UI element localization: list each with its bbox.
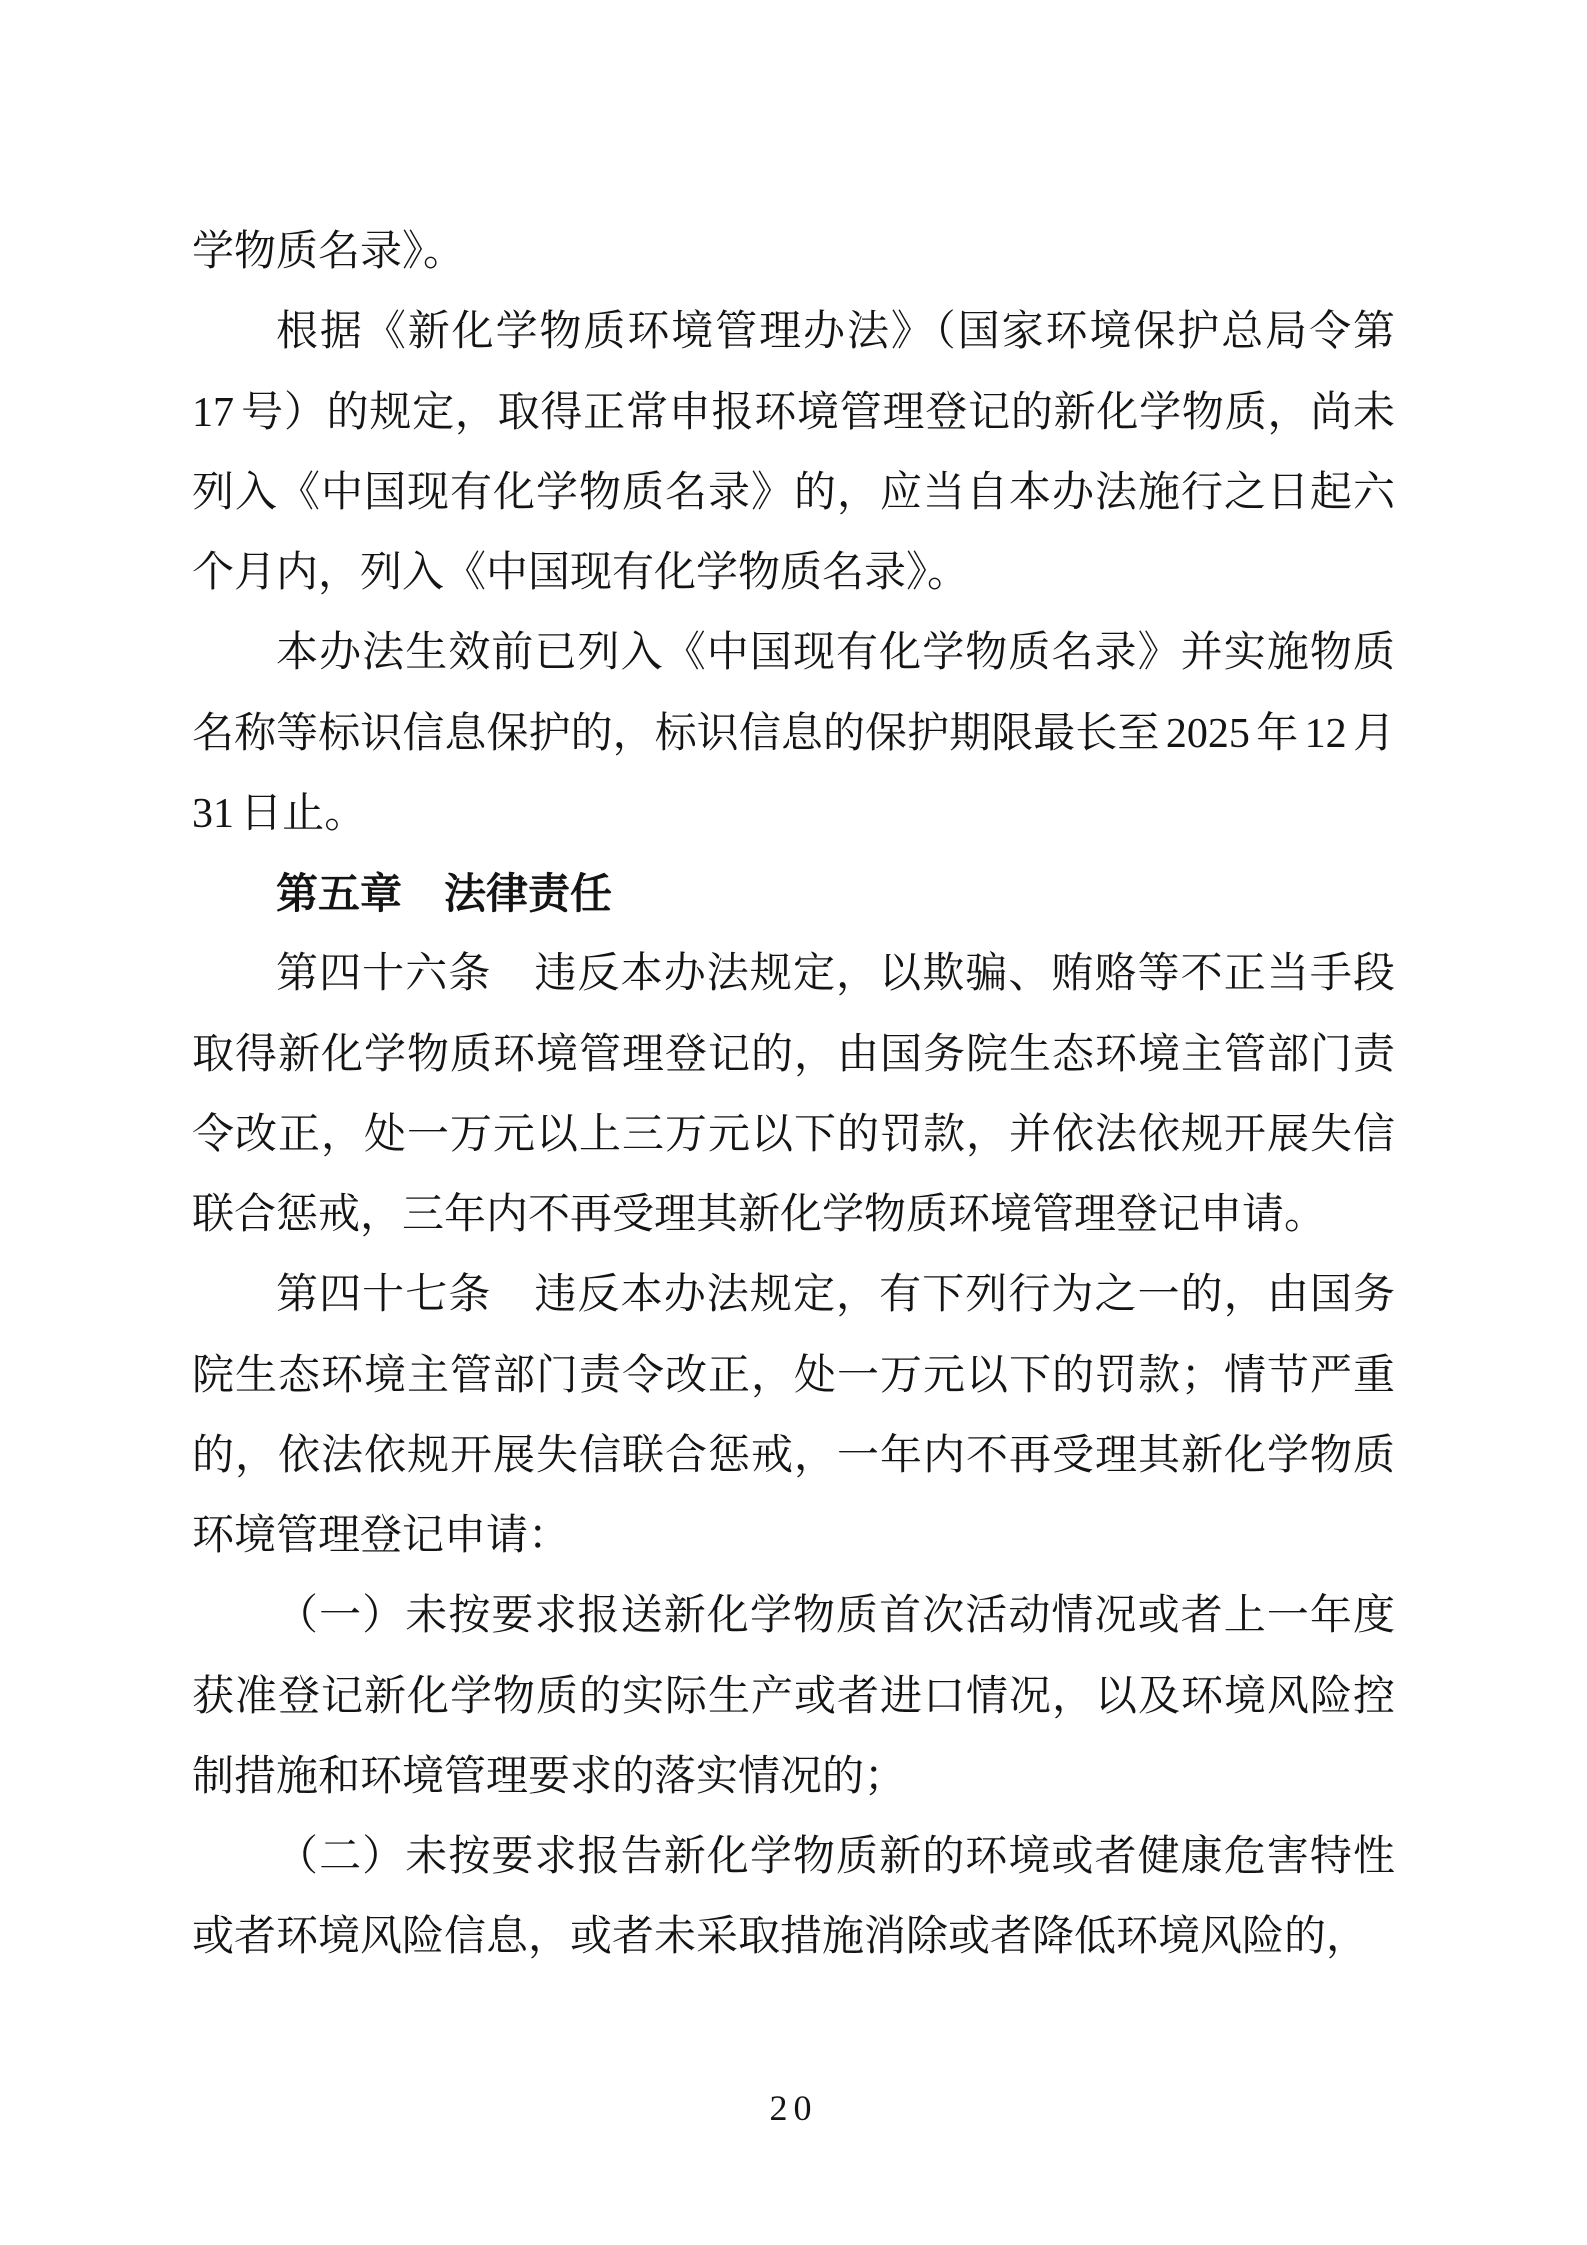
paragraph-benbanfa: 本办法生效前已列入《中国现有化学物质名录》并实施物质名称等标识信息保护的，标识信息的保护期限最长至 2025 年 12 月 31 日止。 bbox=[192, 630, 1395, 837]
paragraph-continuation: 学物质名录》。 bbox=[192, 229, 466, 275]
paragraph-article-46: 第四十六条 违反本办法规定，以欺骗、贿赂等不正当手段取得新化学物质环境管理登记的，由国务院生态环境主管部门责令改正，处一万元以上三万元以下的罚款，并依法依规开展失信联合惩戒，三年内不再受理其新化学物质环境管理登记申请。 bbox=[192, 951, 1395, 1238]
chapter-heading: 第五章 法律责任 bbox=[276, 870, 613, 917]
paragraph-genju: 根据《新化学物质环境管理办法》（国家环境保护总局令第 17 号）的规定，取得正常申报环境管理登记的新化学物质，尚未列入《中国现有化学物质名录》的，应当自本办法施行之日起六个月内，列入《中国现有化学物质名录》。 bbox=[192, 309, 1395, 596]
document-body bbox=[192, 212, 1395, 1978]
paragraph-article-47: 第四十七条 违反本办法规定，有下列行为之一的，由国务院生态环境主管部门责令改正，处一万元以下的罚款；情节严重的，依法依规开展失信联合惩戒，一年内不再受理其新化学物质环境管理登记申请： bbox=[192, 1272, 1395, 1559]
paragraph-article-47-item-2: （二）未按要求报告新化学物质新的环境或者健康危害特性或者环境风险信息，或者未采取措施消除或者降低环境风险的， bbox=[192, 1834, 1395, 1961]
page-number: 20 bbox=[769, 2088, 818, 2128]
paragraph-article-47-item-1: （一）未按要求报送新化学物质首次活动情况或者上一年度获准登记新化学物质的实际生产或者进口情况，以及环境风险控制措施和环境管理要求的落实情况的； bbox=[192, 1593, 1395, 1800]
